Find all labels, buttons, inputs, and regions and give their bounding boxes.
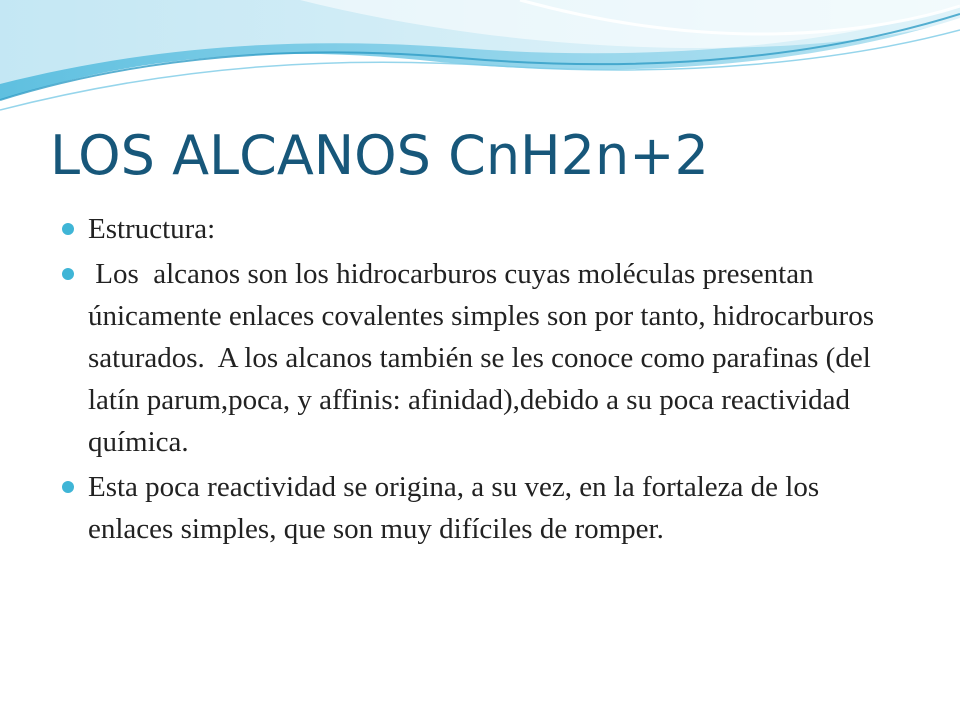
bullet-item: [88, 253, 888, 463]
bullet-item: [88, 466, 888, 550]
bullet-list: [88, 208, 888, 553]
bullet-text: Los alcanos son los hidrocarburos cuyas moléculas presentan únicamente enlaces covalentes simples son por tanto, hidrocarburos saturados. A los alcanos también se les conoce como parafinas (del latín parum,poca, y affinis: afinidad),debido a su poca reactividad química.: [88, 258, 882, 458]
bullet-dot-icon: [62, 268, 74, 280]
bullet-dot-icon: [62, 481, 74, 493]
bullet-text: Estructura:: [88, 213, 216, 245]
bullet-dot-icon: [62, 223, 74, 235]
bullet-text: Esta poca reactividad se origina, a su vez, en la fortaleza de los enlaces simples, que son muy difíciles de romper.: [88, 471, 827, 545]
slide-title: LOS ALCANOS CnH2n+2: [50, 124, 709, 187]
wave-banner-decoration: [0, 0, 960, 120]
bullet-item: [88, 208, 888, 250]
